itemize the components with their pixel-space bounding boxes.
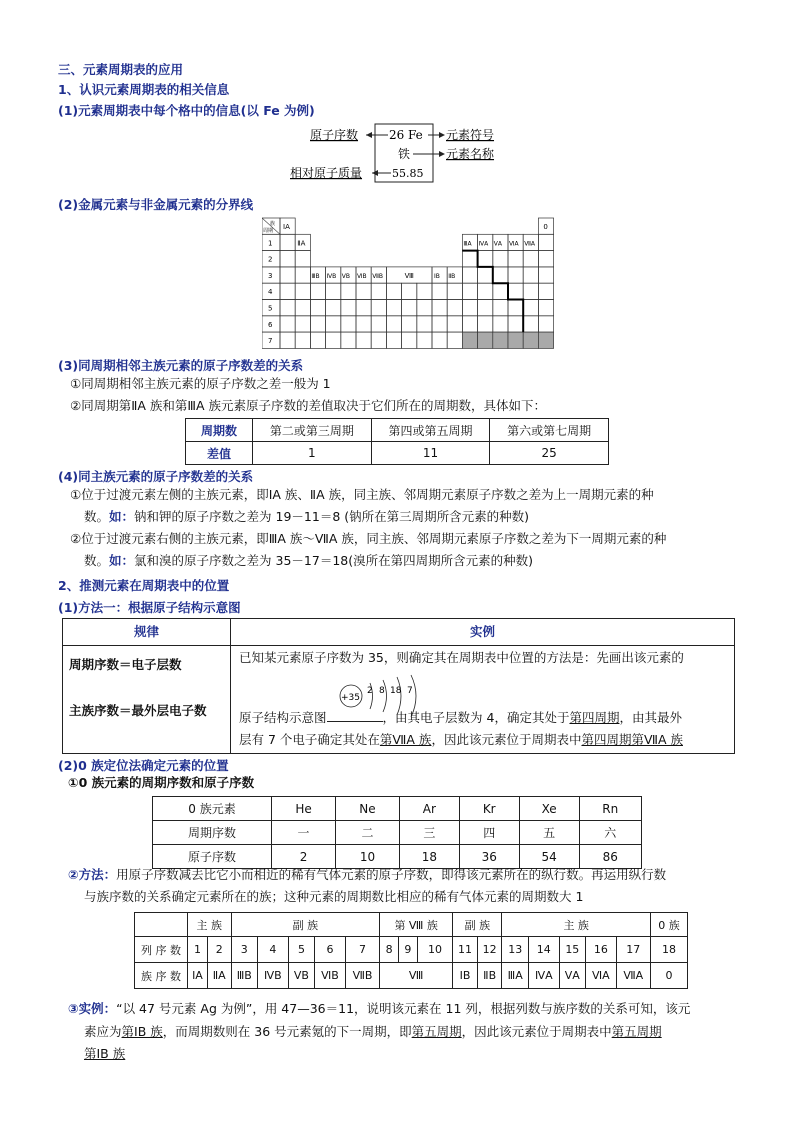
diff-table-cell: 11 (371, 442, 490, 465)
table-cell (538, 283, 553, 299)
noble-cell: 三 (399, 821, 459, 845)
group-label: ⅦB (372, 272, 384, 280)
noble-cell: 四 (459, 821, 519, 845)
table-cell (280, 332, 295, 348)
section-title: 三、元素周期表的应用 (58, 62, 184, 77)
table-cell (462, 332, 477, 348)
table-cell (523, 316, 538, 332)
column-number: 13 (502, 937, 528, 963)
table-cell (508, 283, 523, 299)
rule-table (62, 618, 735, 754)
column-number: 6 (315, 937, 346, 963)
subsection-title-1: 1、认识元素周期表的相关信息 (58, 82, 230, 97)
table-cell (523, 267, 538, 283)
column-number: 17 (616, 937, 650, 963)
noble-cell: 原子序数 (153, 845, 272, 869)
table-cell (417, 332, 432, 348)
table-cell (356, 332, 371, 348)
table-cell (295, 332, 310, 348)
atomic-number-label: 原子序数 (310, 128, 359, 142)
table-cell (538, 316, 553, 332)
table-cell (538, 251, 553, 267)
noble-cell: 2 (272, 845, 336, 869)
column-group-table (134, 912, 688, 989)
table-cell (310, 332, 325, 348)
group-label: ⅡA (297, 239, 306, 248)
table-cell (280, 251, 295, 267)
group-label: ⅣB (326, 272, 337, 280)
group-number: 0 (650, 963, 687, 989)
fe-name: 铁 (398, 147, 411, 161)
period-label: 4 (268, 288, 273, 297)
table-cell (447, 283, 462, 299)
diff-table-cell: 25 (490, 442, 609, 465)
text-3-1: ①同周期相邻主族元素的原子序数之差一般为 1 (70, 376, 331, 391)
table-cell (523, 300, 538, 316)
column-number: 7 (345, 937, 379, 963)
table-cell (402, 300, 417, 316)
group-label: 0 (543, 223, 548, 231)
table-cell (447, 316, 462, 332)
group-number: ⅣA (528, 963, 559, 989)
column-number: 16 (586, 937, 617, 963)
table-cell (508, 316, 523, 332)
rule-2: 主族序数＝最外层电子数 (69, 703, 207, 718)
noble-cell: 54 (519, 845, 579, 869)
table-cell (280, 234, 295, 250)
diff-table-cell: 差值 (186, 442, 253, 465)
table-cell (417, 316, 432, 332)
group-label: ⅥB (357, 272, 367, 280)
table-cell (447, 332, 462, 348)
noble-cell: 86 (579, 845, 641, 869)
group-label: Ⅷ (404, 271, 414, 280)
noble-cell: 周期序数 (153, 821, 272, 845)
group-label: ⅤB (341, 272, 351, 280)
table-cell (295, 283, 310, 299)
group-header: 副 族 (453, 913, 502, 937)
diff-table-cell: 1 (253, 442, 372, 465)
table-cell (417, 283, 432, 299)
table-cell (341, 300, 356, 316)
group-label: ⅢA (463, 240, 472, 248)
example-line-2: 原子结构示意图 ，由其电子层数为 4，确定其处于第四周期，由其最外 (239, 707, 682, 729)
table-cell (295, 316, 310, 332)
row-label: 列 序 数 (135, 937, 188, 963)
table-cell (432, 332, 447, 348)
example-text-c: 第ⅠB 族 (84, 1046, 126, 1061)
table-cell (371, 316, 386, 332)
para-heading-1: (1)元素周期表中每个格中的信息(以 Fe 为例) (58, 103, 315, 118)
column-number: 8 (380, 937, 399, 963)
text-4-1a: ①位于过渡元素左侧的主族元素，即ⅠA 族、ⅡA 族，同主族、邻周期元素原子序数之差为上一周期元素的种 (70, 487, 654, 502)
table-cell (508, 251, 523, 267)
column-number: 11 (453, 937, 478, 963)
shell-electrons: 2 (367, 686, 373, 696)
table-cell (326, 316, 341, 332)
column-number: 4 (258, 937, 289, 963)
column-number: 12 (477, 937, 502, 963)
para-heading-3: (3)同周期相邻主族元素的原子序数差的关系 (58, 358, 304, 373)
table-cell (478, 332, 493, 348)
group-number: ⅡA (207, 963, 231, 989)
column-number: 2 (207, 937, 231, 963)
text-3-2: ②同周期第ⅡA 族和第ⅢA 族元素原子序数的差值取决于它们所在的周期数，具体如下： (70, 398, 547, 413)
group-label: ⅡB (448, 272, 456, 280)
table-cell (386, 316, 401, 332)
period-label: 5 (268, 304, 273, 313)
group-number: ⅥB (315, 963, 346, 989)
noble-cell: 36 (459, 845, 519, 869)
group-label: ⅢB (311, 272, 320, 280)
column-number: 10 (417, 937, 452, 963)
column-number: 14 (528, 937, 559, 963)
noble-cell: 一 (272, 821, 336, 845)
corner-bottom-label: 周期 (263, 228, 274, 234)
group-header: 副 族 (231, 913, 380, 937)
method-2-sub-2b: 与族序数的关系确定元素所在的族；这种元素的周期数比相应的稀有气体元素的周期数大 1 (84, 889, 584, 904)
table-cell (356, 300, 371, 316)
diff-table-header: 第二或第三周期 (253, 419, 372, 442)
noble-cell: 10 (336, 845, 400, 869)
table-cell (295, 300, 310, 316)
table-cell (493, 267, 508, 283)
table-cell (310, 283, 325, 299)
table-cell (295, 267, 310, 283)
table-cell (432, 283, 447, 299)
table-cell (493, 332, 508, 348)
fe-cell-diagram (288, 120, 508, 188)
row-label: 族 序 数 (135, 963, 188, 989)
table-cell (386, 283, 401, 299)
table-cell (508, 300, 523, 316)
diff-table-header: 周期数 (186, 419, 253, 442)
table-cell (341, 316, 356, 332)
method-2-heading: (2)0 族定位法确定元素的位置 (58, 758, 229, 773)
noble-cell: Ne (336, 797, 400, 821)
shell-electrons: 7 (407, 686, 413, 696)
table-cell (538, 267, 553, 283)
group-label: ⅠA (283, 223, 290, 231)
diff-table (185, 418, 609, 465)
noble-cell: Ar (399, 797, 459, 821)
example-text-a: ③实例：“以 47 号元素 Ag 为例”，用 47—36＝11，说明该元素在 11 列，根据列数与族序数的关系可知，该元 (68, 1001, 691, 1016)
method-2-sub-1: ①0 族元素的周期序数和原子序数 (68, 775, 255, 790)
table-cell (310, 300, 325, 316)
shell-electrons: 18 (390, 686, 402, 696)
table-cell (356, 283, 371, 299)
group-number: ⅢA (502, 963, 528, 989)
table-cell (478, 283, 493, 299)
table-cell (538, 332, 553, 348)
group-header: 主 族 (188, 913, 232, 937)
table-cell (478, 300, 493, 316)
column-number: 9 (398, 937, 417, 963)
example-line-3: 层有 7 个电子确定其处在第ⅦA 族，因此该元素位于周期表中第四周期第ⅦA 族 (239, 732, 683, 747)
table-cell (280, 316, 295, 332)
table-cell (447, 300, 462, 316)
group-label: ⅥA (509, 240, 519, 248)
table-cell (326, 283, 341, 299)
table-cell (538, 234, 553, 250)
noble-cell: 五 (519, 821, 579, 845)
periodic-table-outline (262, 215, 562, 350)
table-cell (280, 283, 295, 299)
noble-cell: Kr (459, 797, 519, 821)
table-cell (326, 300, 341, 316)
shell-electrons: 8 (379, 686, 385, 696)
table-cell (523, 251, 538, 267)
table-cell (417, 300, 432, 316)
table-cell (462, 316, 477, 332)
atom-structure-diagram (333, 671, 453, 721)
table-cell (462, 251, 477, 267)
table-cell (386, 300, 401, 316)
subsection-title-2: 2、推测元素在周期表中的位置 (58, 578, 230, 593)
group-label: ⅤA (493, 240, 503, 248)
table-cell (478, 267, 493, 283)
table-cell (523, 332, 538, 348)
noble-cell: He (272, 797, 336, 821)
noble-gas-table (152, 796, 642, 869)
name-label: 元素名称 (446, 147, 495, 161)
table-cell (280, 300, 295, 316)
table-cell (478, 316, 493, 332)
rule-header: 规律 (63, 619, 231, 646)
method-2-sub-2a: ②方法：用原子序数减去比它小而相近的稀有气体元素的原子序数，即得该元素所在的纵行数。再运用纵行数 (68, 867, 667, 882)
table-cell (371, 283, 386, 299)
table-cell (493, 283, 508, 299)
fe-mass: 55.85 (392, 167, 424, 180)
group-number: ⅦB (345, 963, 379, 989)
noble-cell: Xe (519, 797, 579, 821)
example-line-1: 已知某元素原子序数为 35，则确定其在周期表中位置的方法是：先画出该元素的 (239, 650, 684, 665)
table-cell (493, 316, 508, 332)
noble-cell: Rn (579, 797, 641, 821)
period-label: 7 (268, 337, 273, 346)
table-cell (341, 332, 356, 348)
table-cell (386, 332, 401, 348)
table-cell (280, 267, 295, 283)
example-text-b: 素应为第ⅠB 族，而周期数则在 36 号元素氪的下一周期，即第五周期，因此该元素位于周期表中第五周期 (84, 1024, 662, 1039)
table-cell (371, 332, 386, 348)
table-cell (432, 316, 447, 332)
column-number: 1 (188, 937, 208, 963)
period-label: 2 (268, 255, 273, 264)
text-4-2a: ②位于过渡元素右侧的主族元素，即ⅢA 族～ⅦA 族，同主族、邻周期元素原子序数之差为下一周期元素的种 (70, 531, 667, 546)
table-cell (402, 316, 417, 332)
diff-table-header: 第六或第七周期 (490, 419, 609, 442)
noble-cell: 0 族元素 (153, 797, 272, 821)
table-cell (402, 332, 417, 348)
table-cell (432, 300, 447, 316)
table-cell (326, 332, 341, 348)
group-header: 0 族 (650, 913, 687, 937)
table-cell (295, 251, 310, 267)
mass-label: 相对原子质量 (290, 166, 363, 180)
column-number: 5 (288, 937, 314, 963)
corner-cell (135, 913, 188, 937)
diff-table-header: 第四或第五周期 (371, 419, 490, 442)
table-cell (462, 267, 477, 283)
column-number: 18 (650, 937, 687, 963)
group-number: Ⅷ (380, 963, 453, 989)
table-cell (341, 283, 356, 299)
table-cell (493, 300, 508, 316)
text-4-2b: 数。如：氯和溴的原子序数之差为 35－17＝18(溴所在第四周期所含元素的种数) (84, 553, 533, 568)
table-cell (508, 267, 523, 283)
method-1-heading: (1)方法一：根据原子结构示意图 (58, 600, 241, 615)
table-cell (402, 283, 417, 299)
rule-1: 周期序数＝电子层数 (69, 657, 182, 672)
group-number: ⅡB (477, 963, 502, 989)
column-number: 15 (559, 937, 585, 963)
group-number: ⅦA (616, 963, 650, 989)
column-number: 3 (231, 937, 258, 963)
period-label: 1 (268, 239, 273, 248)
group-header: 第 Ⅷ 族 (380, 913, 453, 937)
table-cell (310, 316, 325, 332)
group-number: ⅠB (453, 963, 478, 989)
corner-top-label: 族 (270, 221, 276, 227)
group-label: ⅦA (524, 240, 536, 248)
group-number: ⅣB (258, 963, 289, 989)
noble-cell: 六 (579, 821, 641, 845)
fe-symbol: Fe (408, 128, 423, 142)
table-cell (538, 300, 553, 316)
symbol-label: 元素符号 (446, 128, 495, 142)
table-cell (523, 283, 538, 299)
table-cell (371, 300, 386, 316)
group-number: ⅤB (288, 963, 314, 989)
table-cell (493, 251, 508, 267)
para-heading-2: (2)金属元素与非金属元素的分界线 (58, 197, 254, 212)
table-cell (508, 332, 523, 348)
group-number: ⅥA (586, 963, 617, 989)
group-label: ⅠB (434, 272, 440, 280)
table-cell (356, 316, 371, 332)
noble-cell: 18 (399, 845, 459, 869)
group-number: ⅢB (231, 963, 258, 989)
group-number: ⅠA (188, 963, 208, 989)
period-label: 3 (268, 271, 273, 280)
table-cell (462, 300, 477, 316)
noble-cell: 二 (336, 821, 400, 845)
group-header: 主 族 (502, 913, 650, 937)
nucleus-charge: +35 (341, 693, 360, 703)
group-number: ⅤA (559, 963, 585, 989)
text-4-1b: 数。如：钠和钾的原子序数之差为 19－11＝8 (钠所在第三周期所含元素的种数) (84, 509, 529, 524)
table-cell (478, 251, 493, 267)
example-header: 实例 (231, 619, 734, 646)
period-label: 6 (268, 320, 273, 329)
fe-number: 26 (389, 128, 405, 142)
group-label: ⅣA (478, 240, 489, 248)
table-cell (462, 283, 477, 299)
para-heading-4: (4)同主族元素的原子序数差的关系 (58, 469, 254, 484)
